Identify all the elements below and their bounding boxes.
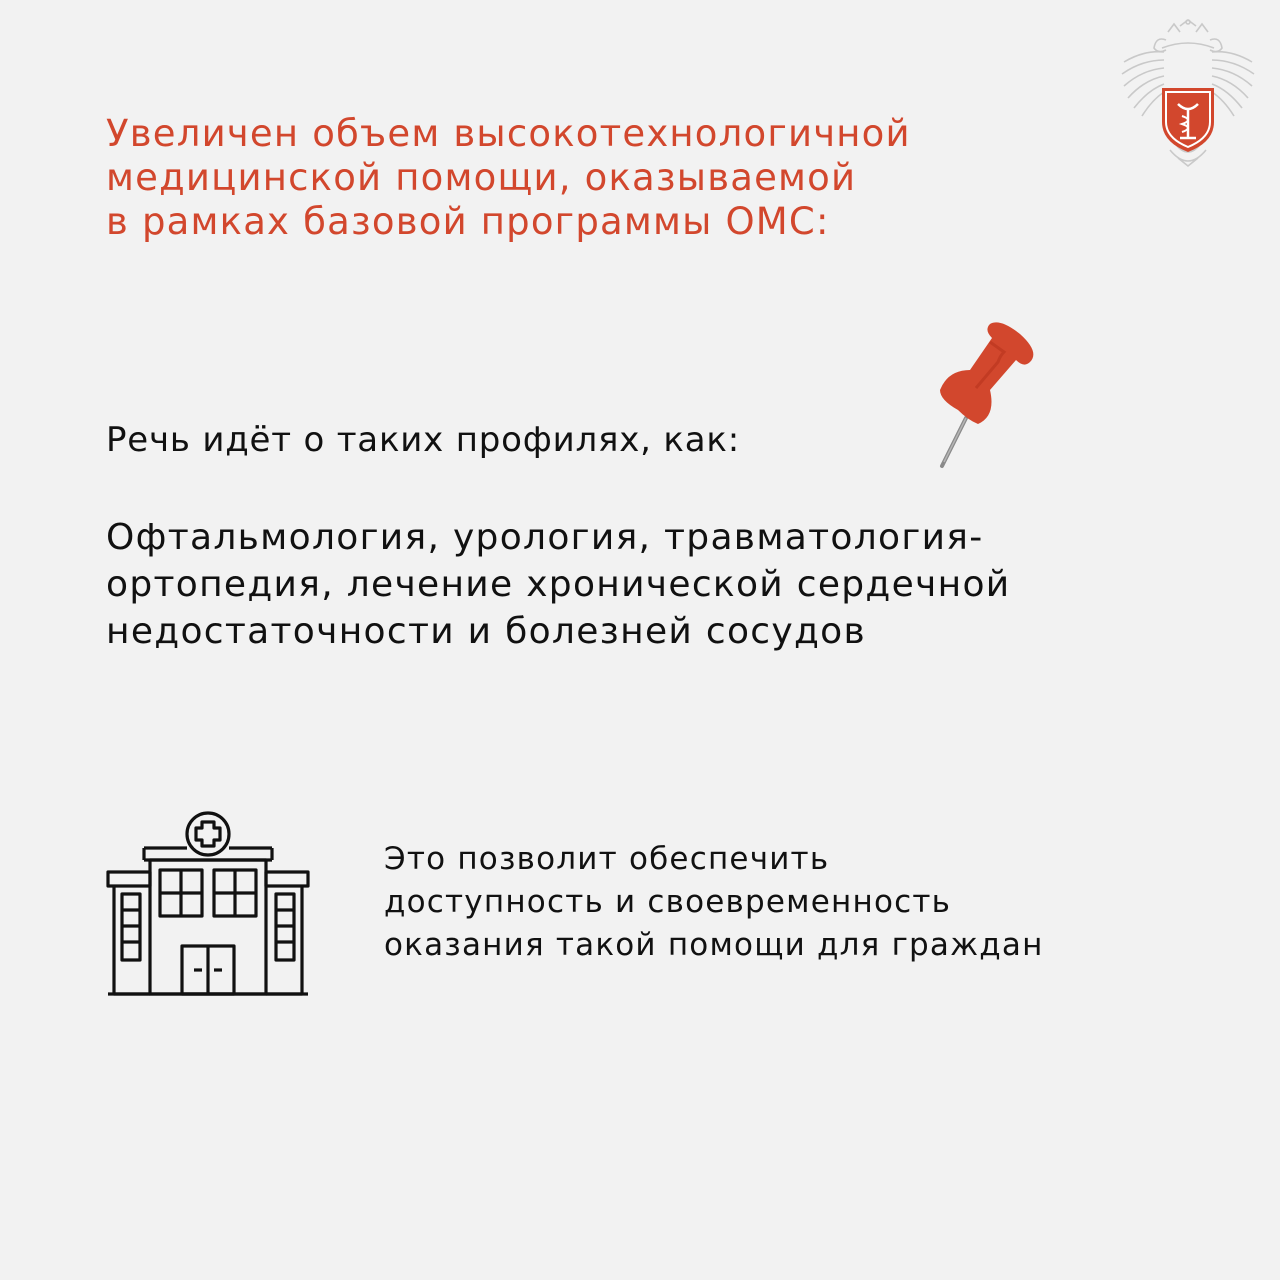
hospital-building-icon xyxy=(104,808,312,996)
headline xyxy=(106,112,1106,244)
profiles-line: Офтальмология, урология, травматология- xyxy=(106,517,984,558)
headline-line: медицинской помощи, оказываемой xyxy=(106,156,857,199)
ministry-emblem-icon xyxy=(1116,18,1260,168)
profiles-text xyxy=(106,514,1011,655)
headline-line: Увеличен объем высокотехнологичной xyxy=(106,112,911,155)
profiles-line: ортопедия, лечение хронической сердечной xyxy=(106,564,1011,605)
benefit-line: Это позволит обеспечить xyxy=(384,841,830,877)
benefit-text xyxy=(384,838,1044,967)
benefit-line: оказания такой помощи для граждан xyxy=(384,927,1044,963)
subheading: Речь идёт о таких профилях, как: xyxy=(106,420,740,460)
benefit-line: доступность и своевременность xyxy=(384,884,952,920)
headline-line: в рамках базовой программы ОМС: xyxy=(106,200,830,243)
profiles-line: недостаточности и болезней сосудов xyxy=(106,611,866,652)
pushpin-icon xyxy=(930,320,1040,470)
